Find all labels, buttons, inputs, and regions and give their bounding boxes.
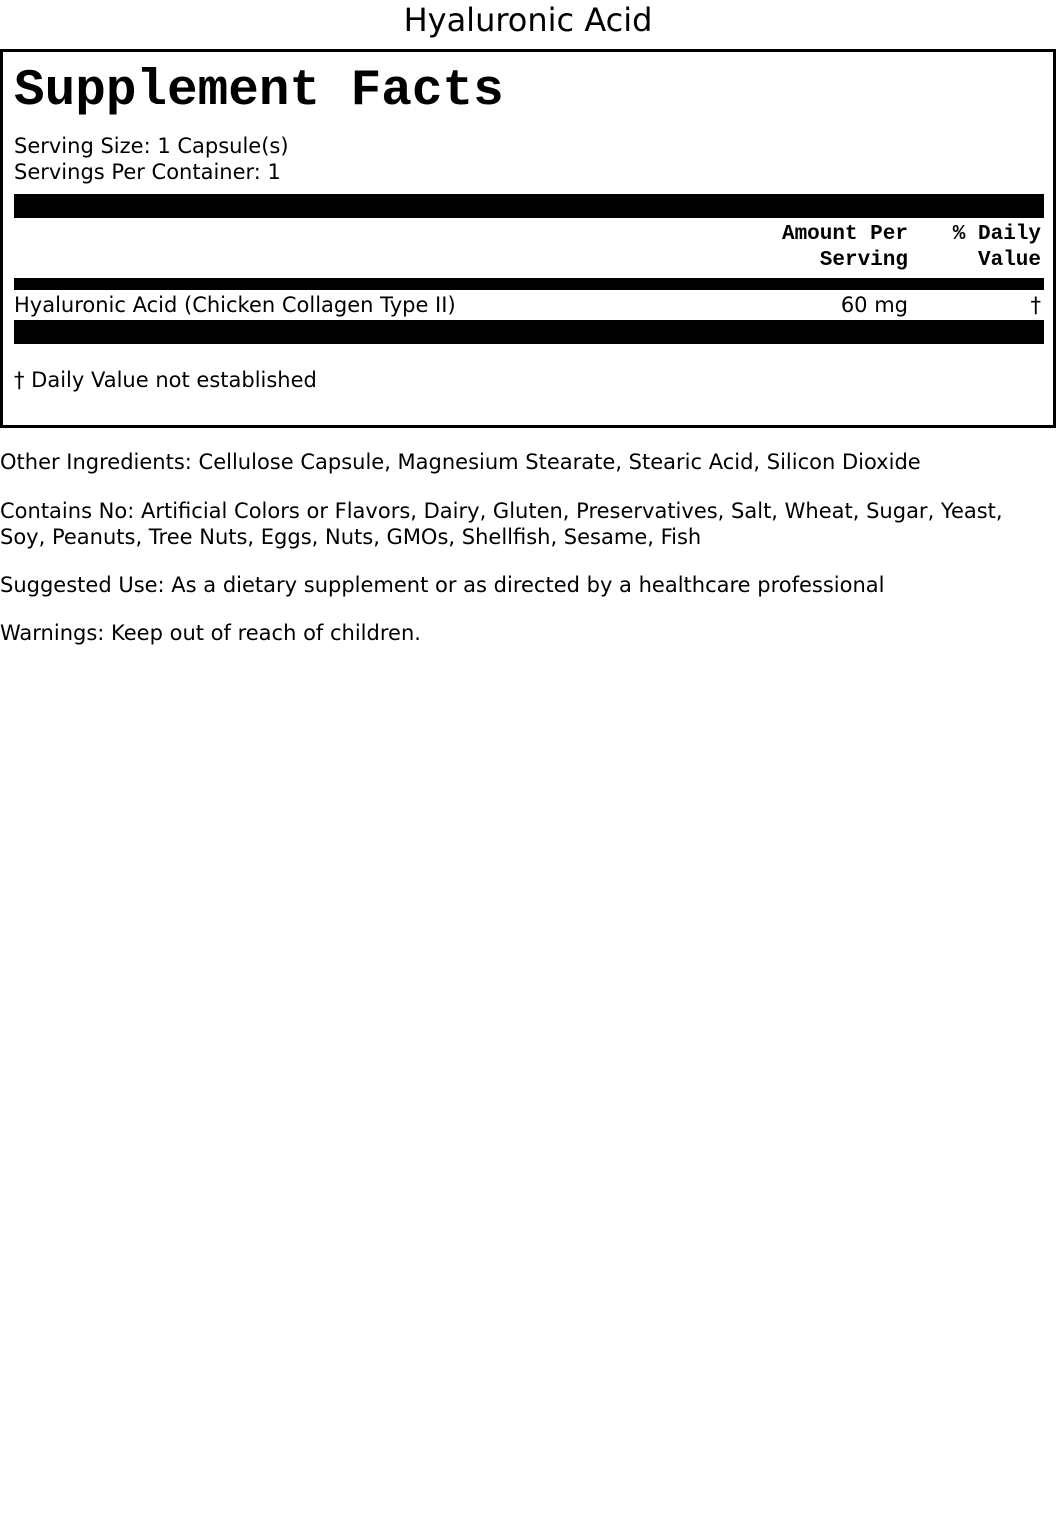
thick-divider-top xyxy=(14,194,1044,218)
nutrient-row xyxy=(14,291,1044,319)
nutrient-amount: 60 mg xyxy=(840,293,908,317)
serving-size: Serving Size: 1 Capsule(s) xyxy=(14,134,289,158)
column-header-daily-value: % Daily Value xyxy=(952,223,1041,272)
divider-header xyxy=(14,278,1044,290)
contains-no: Contains No: Artificial Colors or Flavors, Dairy, Gluten, Preservatives, Salt, Wheat, Sugar, Yeast, Soy, Peanuts, Tree Nuts, Eggs, Nuts, GMOs, Shellfish, Sesame, Fish xyxy=(0,499,1003,549)
facts-heading: Supplement Facts xyxy=(14,63,504,120)
product-title: Hyaluronic Acid xyxy=(403,1,653,39)
nutrient-name: Hyaluronic Acid (Chicken Collagen Type II) xyxy=(14,293,456,317)
supplement-facts-panel xyxy=(0,49,1056,428)
servings-per-container: Servings Per Container: 1 xyxy=(14,160,281,184)
nutrient-daily-value: † xyxy=(1030,293,1041,317)
thick-divider-bottom xyxy=(14,320,1044,344)
daily-value-footnote: † Daily Value not established xyxy=(14,368,317,392)
column-header-amount: Amount Per Serving xyxy=(781,223,908,272)
other-ingredients: Other Ingredients: Cellulose Capsule, Magnesium Stearate, Stearic Acid, Silicon Dioxide xyxy=(0,450,921,474)
warnings: Warnings: Keep out of reach of children. xyxy=(0,621,421,645)
suggested-use: Suggested Use: As a dietary supplement or as directed by a healthcare professional xyxy=(0,573,885,597)
